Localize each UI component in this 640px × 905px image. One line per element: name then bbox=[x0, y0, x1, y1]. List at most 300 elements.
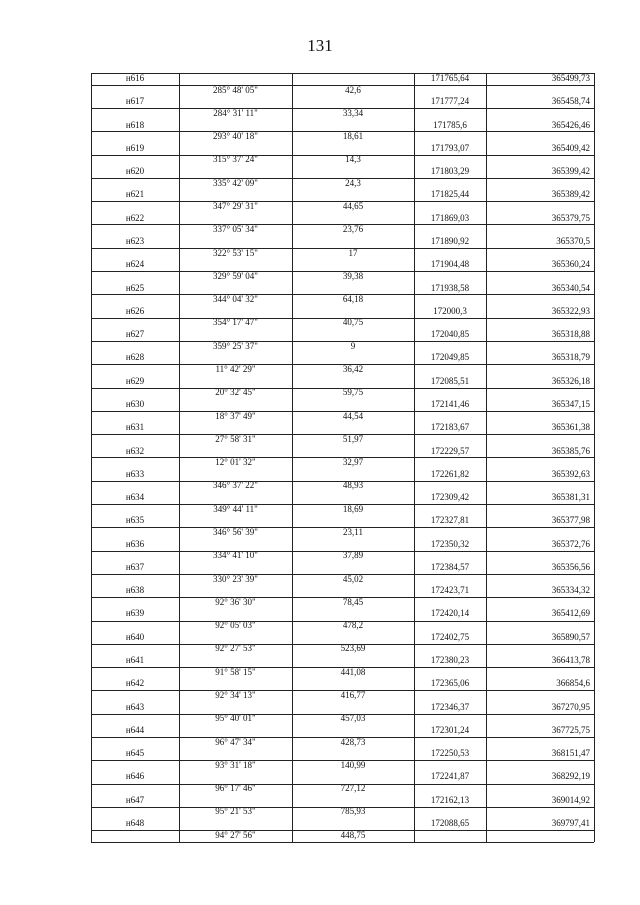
angle-cell: 337° 05' 34" bbox=[213, 224, 258, 235]
y-coordinate-cell: 367725,75 bbox=[551, 724, 590, 735]
angle-cell bbox=[179, 399, 292, 411]
point-cell bbox=[91, 480, 179, 492]
distance-cell bbox=[292, 446, 414, 458]
x-coordinate-cell bbox=[414, 783, 486, 795]
x-coordinate-cell: 172327,81 bbox=[430, 515, 470, 526]
point-cell bbox=[91, 830, 179, 842]
point-cell: н630 bbox=[125, 398, 145, 409]
x-coordinate-cell: 172241,87 bbox=[430, 771, 470, 782]
angle-cell: 27° 58' 31" bbox=[215, 433, 256, 444]
table-row bbox=[91, 387, 594, 399]
y-coordinate-cell bbox=[486, 574, 594, 586]
y-coordinate-cell: 368151,47 bbox=[551, 748, 590, 759]
distance-cell: 18,61 bbox=[342, 131, 364, 142]
angle-cell: 92° 05' 03" bbox=[215, 620, 256, 631]
angle-cell bbox=[179, 143, 292, 155]
point-cell: н645 bbox=[125, 748, 145, 759]
y-coordinate-cell bbox=[486, 224, 594, 236]
distance-cell bbox=[292, 585, 414, 597]
y-coordinate-cell bbox=[486, 341, 594, 353]
angle-cell: 92° 36' 30" bbox=[215, 596, 256, 607]
distance-cell: 18,69 bbox=[342, 503, 364, 514]
point-cell: н637 bbox=[125, 561, 145, 572]
distance-cell bbox=[292, 283, 414, 295]
angle-cell bbox=[179, 655, 292, 667]
distance-cell bbox=[292, 725, 414, 737]
table-row bbox=[91, 643, 594, 655]
angle-cell: 12° 01' 32" bbox=[215, 457, 256, 468]
y-coordinate-cell: 365392,63 bbox=[551, 468, 590, 479]
point-cell bbox=[91, 597, 179, 609]
y-coordinate-cell: 365389,42 bbox=[551, 189, 590, 200]
point-cell bbox=[91, 294, 179, 306]
x-coordinate-cell: 171765,64 bbox=[430, 73, 470, 83]
point-cell bbox=[91, 760, 179, 772]
table-row bbox=[91, 329, 594, 341]
table-row bbox=[91, 294, 594, 306]
distance-cell bbox=[292, 702, 414, 714]
y-coordinate-cell: 365372,76 bbox=[551, 538, 590, 549]
x-coordinate-cell: 172162,13 bbox=[430, 794, 470, 805]
table-row bbox=[91, 550, 594, 562]
y-coordinate-cell: 369014,92 bbox=[551, 794, 590, 805]
y-coordinate-cell bbox=[486, 597, 594, 609]
distance-cell: 727,12 bbox=[340, 783, 366, 794]
x-coordinate-cell: 172085,51 bbox=[430, 375, 470, 386]
angle-cell: 330° 23' 39" bbox=[213, 573, 258, 584]
point-cell: н620 bbox=[125, 166, 145, 177]
y-coordinate-cell bbox=[486, 667, 594, 679]
x-coordinate-cell: 171785,6 bbox=[433, 119, 467, 130]
x-coordinate-cell: 171777,24 bbox=[430, 96, 470, 107]
distance-cell: 9 bbox=[350, 340, 356, 351]
point-cell: н636 bbox=[125, 538, 145, 549]
point-cell: н646 bbox=[125, 771, 145, 782]
table-row bbox=[91, 795, 594, 807]
x-coordinate-cell bbox=[414, 364, 486, 376]
y-coordinate-cell: 365370,5 bbox=[556, 235, 590, 246]
angle-cell bbox=[179, 585, 292, 597]
point-cell bbox=[91, 457, 179, 469]
table-row bbox=[91, 678, 594, 690]
y-coordinate-cell: 365334,32 bbox=[551, 585, 590, 596]
point-cell bbox=[91, 364, 179, 376]
distance-cell bbox=[292, 818, 414, 830]
point-cell bbox=[91, 131, 179, 143]
distance-cell bbox=[292, 399, 414, 411]
distance-cell: 33,34 bbox=[342, 107, 364, 118]
angle-cell: 344° 04' 32" bbox=[213, 294, 258, 305]
angle-cell bbox=[179, 515, 292, 527]
distance-cell bbox=[292, 306, 414, 318]
x-coordinate-cell bbox=[414, 597, 486, 609]
distance-cell: 40,75 bbox=[342, 317, 364, 328]
distance-cell bbox=[292, 189, 414, 201]
angle-cell bbox=[179, 492, 292, 504]
y-coordinate-cell bbox=[486, 108, 594, 120]
point-cell: н638 bbox=[125, 585, 145, 596]
distance-cell: 24,3 bbox=[345, 177, 361, 188]
table-row bbox=[91, 783, 594, 795]
x-coordinate-cell: 172183,67 bbox=[430, 422, 470, 433]
point-cell bbox=[91, 620, 179, 632]
point-cell: н632 bbox=[125, 445, 145, 456]
angle-cell bbox=[179, 469, 292, 481]
distance-cell: 45,02 bbox=[342, 573, 364, 584]
table-row bbox=[91, 806, 594, 818]
distance-cell: 523,69 bbox=[340, 643, 366, 654]
coordinates-table bbox=[91, 73, 594, 841]
y-coordinate-cell: 365360,24 bbox=[551, 259, 590, 270]
angle-cell: 349° 44' 11" bbox=[213, 503, 258, 514]
y-coordinate-cell bbox=[486, 154, 594, 166]
distance-cell bbox=[292, 120, 414, 132]
distance-cell: 785,93 bbox=[340, 806, 366, 817]
point-cell: н616 bbox=[125, 73, 145, 83]
angle-cell bbox=[179, 236, 292, 248]
point-cell bbox=[91, 690, 179, 702]
table-row bbox=[91, 120, 594, 132]
point-cell: н622 bbox=[125, 212, 145, 223]
distance-cell: 37,89 bbox=[342, 550, 364, 561]
x-coordinate-cell: 172365,06 bbox=[430, 678, 470, 689]
distance-cell: 448,75 bbox=[340, 829, 366, 840]
table-row bbox=[91, 480, 594, 492]
x-coordinate-cell bbox=[414, 387, 486, 399]
y-coordinate-cell: 365399,42 bbox=[551, 166, 590, 177]
y-coordinate-cell: 365426,46 bbox=[551, 119, 590, 130]
x-coordinate-cell: 171793,07 bbox=[430, 142, 470, 153]
x-coordinate-cell: 172000,3 bbox=[433, 305, 467, 316]
y-coordinate-cell: 366854,6 bbox=[556, 678, 590, 689]
y-coordinate-cell: 365379,75 bbox=[551, 212, 590, 223]
angle-cell: 20° 32' 45" bbox=[215, 387, 256, 398]
angle-cell: 315° 37' 24" bbox=[213, 154, 258, 165]
x-coordinate-cell bbox=[414, 457, 486, 469]
point-cell bbox=[91, 248, 179, 260]
point-cell: н621 bbox=[125, 189, 145, 200]
y-coordinate-cell: 365412,69 bbox=[551, 608, 590, 619]
y-coordinate-cell bbox=[486, 248, 594, 260]
x-coordinate-cell bbox=[414, 713, 486, 725]
y-coordinate-cell bbox=[486, 271, 594, 283]
y-coordinate-cell bbox=[486, 411, 594, 423]
x-coordinate-cell bbox=[414, 620, 486, 632]
point-cell bbox=[91, 224, 179, 236]
x-coordinate-cell: 171938,58 bbox=[430, 282, 470, 293]
angle-cell bbox=[179, 189, 292, 201]
point-cell bbox=[91, 108, 179, 120]
y-coordinate-cell bbox=[486, 760, 594, 772]
table-row bbox=[91, 166, 594, 178]
x-coordinate-cell: 171890,92 bbox=[430, 235, 470, 246]
distance-cell bbox=[292, 236, 414, 248]
x-coordinate-cell: 172301,24 bbox=[430, 724, 470, 735]
x-coordinate-cell: 172420,14 bbox=[430, 608, 470, 619]
y-coordinate-cell bbox=[486, 131, 594, 143]
x-coordinate-cell bbox=[414, 411, 486, 423]
table-row bbox=[91, 818, 594, 830]
y-coordinate-cell bbox=[486, 201, 594, 213]
table-row bbox=[91, 283, 594, 295]
table-row bbox=[91, 737, 594, 749]
distance-cell: 428,73 bbox=[340, 736, 366, 747]
point-cell: н644 bbox=[125, 724, 145, 735]
point-cell bbox=[91, 643, 179, 655]
point-cell: н625 bbox=[125, 282, 145, 293]
point-cell: н639 bbox=[125, 608, 145, 619]
table-row bbox=[91, 690, 594, 702]
distance-cell bbox=[292, 539, 414, 551]
page-number: 131 bbox=[307, 36, 333, 55]
y-coordinate-cell bbox=[486, 294, 594, 306]
angle-cell bbox=[179, 818, 292, 830]
x-coordinate-cell bbox=[414, 178, 486, 190]
distance-cell: 478,2 bbox=[342, 620, 364, 631]
y-coordinate-cell: 365361,38 bbox=[551, 422, 590, 433]
y-coordinate-cell: 365322,93 bbox=[551, 305, 590, 316]
x-coordinate-cell: 172088,65 bbox=[430, 818, 470, 828]
y-coordinate-cell bbox=[486, 480, 594, 492]
table-row bbox=[91, 771, 594, 783]
x-coordinate-cell bbox=[414, 294, 486, 306]
x-coordinate-cell bbox=[414, 341, 486, 353]
point-cell bbox=[91, 85, 179, 97]
x-coordinate-cell bbox=[414, 550, 486, 562]
distance-cell bbox=[292, 73, 414, 85]
y-coordinate-cell bbox=[486, 806, 594, 818]
point-cell bbox=[91, 550, 179, 562]
x-coordinate-cell bbox=[414, 434, 486, 446]
x-coordinate-cell bbox=[414, 271, 486, 283]
y-coordinate-cell bbox=[486, 504, 594, 516]
y-coordinate-cell bbox=[486, 783, 594, 795]
table-row bbox=[91, 422, 594, 434]
angle-cell bbox=[179, 608, 292, 620]
angle-cell: 285° 48' 05" bbox=[213, 84, 258, 95]
y-coordinate-cell: 367270,95 bbox=[551, 701, 590, 712]
x-coordinate-cell: 172423,71 bbox=[430, 585, 470, 596]
x-coordinate-cell bbox=[414, 154, 486, 166]
table-row bbox=[91, 539, 594, 551]
x-coordinate-cell: 172141,46 bbox=[430, 398, 470, 409]
point-cell bbox=[91, 178, 179, 190]
point-cell: н626 bbox=[125, 305, 145, 316]
distance-cell bbox=[292, 655, 414, 667]
table-row bbox=[91, 527, 594, 539]
angle-cell: 322° 53' 15" bbox=[213, 247, 258, 258]
angle-cell: 329° 59' 04" bbox=[213, 270, 258, 281]
table-row bbox=[91, 236, 594, 248]
distance-cell: 457,03 bbox=[340, 713, 366, 724]
table-row bbox=[91, 620, 594, 632]
table-row bbox=[91, 725, 594, 737]
table-row bbox=[91, 655, 594, 667]
distance-cell: 42,6 bbox=[345, 84, 361, 95]
table-row bbox=[91, 597, 594, 609]
point-cell: н648 bbox=[125, 818, 145, 828]
table-row bbox=[91, 376, 594, 388]
distance-cell: 23,11 bbox=[343, 526, 363, 537]
x-coordinate-cell bbox=[414, 480, 486, 492]
x-coordinate-cell bbox=[414, 131, 486, 143]
angle-cell bbox=[179, 166, 292, 178]
x-coordinate-cell bbox=[414, 108, 486, 120]
point-cell: н623 bbox=[125, 235, 145, 246]
point-cell: н634 bbox=[125, 492, 145, 503]
distance-cell: 416,77 bbox=[340, 689, 366, 700]
point-cell bbox=[91, 806, 179, 818]
table-row bbox=[91, 760, 594, 772]
x-coordinate-cell bbox=[414, 201, 486, 213]
x-coordinate-cell: 171904,48 bbox=[430, 259, 470, 270]
point-cell bbox=[91, 783, 179, 795]
y-coordinate-cell: 369797,41 bbox=[551, 818, 590, 828]
angle-cell bbox=[179, 352, 292, 364]
point-cell bbox=[91, 411, 179, 423]
x-coordinate-cell: 172309,42 bbox=[430, 492, 470, 503]
distance-cell: 59,75 bbox=[342, 387, 364, 398]
x-coordinate-cell bbox=[414, 317, 486, 329]
angle-cell: 359° 25' 37" bbox=[213, 340, 258, 351]
angle-cell bbox=[179, 213, 292, 225]
table-row bbox=[91, 492, 594, 504]
angle-cell bbox=[179, 306, 292, 318]
distance-cell bbox=[292, 352, 414, 364]
table-row bbox=[91, 143, 594, 155]
distance-cell: 32,97 bbox=[342, 457, 364, 468]
y-coordinate-cell: 365385,76 bbox=[551, 445, 590, 456]
x-coordinate-cell bbox=[414, 643, 486, 655]
point-cell: н631 bbox=[125, 422, 145, 433]
y-coordinate-cell: 365347,15 bbox=[551, 398, 590, 409]
table-row bbox=[91, 469, 594, 481]
distance-cell: 441,08 bbox=[340, 666, 366, 677]
distance-cell: 14,3 bbox=[345, 154, 361, 165]
y-coordinate-cell: 365326,18 bbox=[551, 375, 590, 386]
y-coordinate-cell bbox=[486, 457, 594, 469]
y-coordinate-cell bbox=[486, 317, 594, 329]
angle-cell: 18° 37' 49" bbox=[215, 410, 256, 421]
table-row bbox=[91, 131, 594, 143]
table-row bbox=[91, 271, 594, 283]
y-coordinate-cell: 365458,74 bbox=[551, 96, 590, 107]
y-coordinate-cell: 365318,88 bbox=[551, 329, 590, 340]
point-cell: н617 bbox=[125, 96, 145, 107]
point-cell: н619 bbox=[125, 142, 145, 153]
angle-cell bbox=[179, 73, 292, 85]
x-coordinate-cell bbox=[414, 737, 486, 749]
distance-cell bbox=[292, 213, 414, 225]
column-divider bbox=[594, 73, 595, 842]
y-coordinate-cell bbox=[486, 364, 594, 376]
distance-cell bbox=[292, 143, 414, 155]
x-coordinate-cell bbox=[414, 830, 486, 842]
angle-cell bbox=[179, 678, 292, 690]
y-coordinate-cell: 365377,98 bbox=[551, 515, 590, 526]
angle-cell: 293° 40' 18" bbox=[213, 131, 258, 142]
point-cell bbox=[91, 271, 179, 283]
y-coordinate-cell bbox=[486, 690, 594, 702]
x-coordinate-cell: 172040,85 bbox=[430, 329, 470, 340]
x-coordinate-cell: 171825,44 bbox=[430, 189, 470, 200]
y-coordinate-cell: 365499,73 bbox=[551, 73, 590, 83]
angle-cell: 11° 42' 29" bbox=[215, 364, 256, 375]
angle-cell: 92° 34' 13" bbox=[215, 689, 256, 700]
table-row bbox=[91, 178, 594, 190]
angle-cell bbox=[179, 795, 292, 807]
table-row bbox=[91, 574, 594, 586]
x-coordinate-cell bbox=[414, 574, 486, 586]
distance-cell bbox=[292, 259, 414, 271]
angle-cell: 346° 56' 39" bbox=[213, 526, 258, 537]
point-cell bbox=[91, 201, 179, 213]
table-row bbox=[91, 213, 594, 225]
y-coordinate-cell: 365340,54 bbox=[551, 282, 590, 293]
distance-cell bbox=[292, 422, 414, 434]
table-row bbox=[91, 446, 594, 458]
distance-cell: 140,99 bbox=[340, 759, 366, 770]
x-coordinate-cell bbox=[414, 690, 486, 702]
angle-cell: 91° 58' 15" bbox=[215, 666, 256, 677]
angle-cell bbox=[179, 376, 292, 388]
point-cell: н641 bbox=[125, 655, 145, 666]
angle-cell bbox=[179, 283, 292, 295]
table-row bbox=[91, 748, 594, 760]
table-row bbox=[91, 504, 594, 516]
y-coordinate-cell bbox=[486, 527, 594, 539]
y-coordinate-cell bbox=[486, 737, 594, 749]
table-row bbox=[91, 96, 594, 108]
table-row bbox=[91, 317, 594, 329]
angle-cell bbox=[179, 632, 292, 644]
table-row bbox=[91, 399, 594, 411]
table-row bbox=[91, 224, 594, 236]
distance-cell: 48,93 bbox=[342, 480, 364, 491]
angle-cell: 347° 29' 31" bbox=[213, 201, 258, 212]
x-coordinate-cell bbox=[414, 224, 486, 236]
x-coordinate-cell bbox=[414, 667, 486, 679]
y-coordinate-cell bbox=[486, 643, 594, 655]
row-divider bbox=[91, 842, 594, 843]
angle-cell: 354° 17' 47" bbox=[213, 317, 258, 328]
y-coordinate-cell bbox=[486, 387, 594, 399]
x-coordinate-cell: 171869,03 bbox=[430, 212, 470, 223]
x-coordinate-cell bbox=[414, 806, 486, 818]
distance-cell: 44,54 bbox=[342, 410, 364, 421]
y-coordinate-cell bbox=[486, 85, 594, 97]
y-coordinate-cell: 366413,78 bbox=[551, 655, 590, 666]
distance-cell bbox=[292, 795, 414, 807]
table-row bbox=[91, 248, 594, 260]
y-coordinate-cell: 365381,31 bbox=[551, 492, 590, 503]
table-row bbox=[91, 259, 594, 271]
table-row bbox=[91, 201, 594, 213]
table-row bbox=[91, 608, 594, 620]
point-cell: н618 bbox=[125, 119, 145, 130]
y-coordinate-cell: 365356,56 bbox=[551, 561, 590, 572]
table-row bbox=[91, 713, 594, 725]
angle-cell: 96° 47' 34" bbox=[215, 736, 256, 747]
table-row bbox=[91, 352, 594, 364]
point-cell bbox=[91, 737, 179, 749]
distance-cell bbox=[292, 492, 414, 504]
point-cell bbox=[91, 713, 179, 725]
angle-cell bbox=[179, 329, 292, 341]
y-coordinate-cell bbox=[486, 713, 594, 725]
point-cell bbox=[91, 434, 179, 446]
distance-cell bbox=[292, 562, 414, 574]
